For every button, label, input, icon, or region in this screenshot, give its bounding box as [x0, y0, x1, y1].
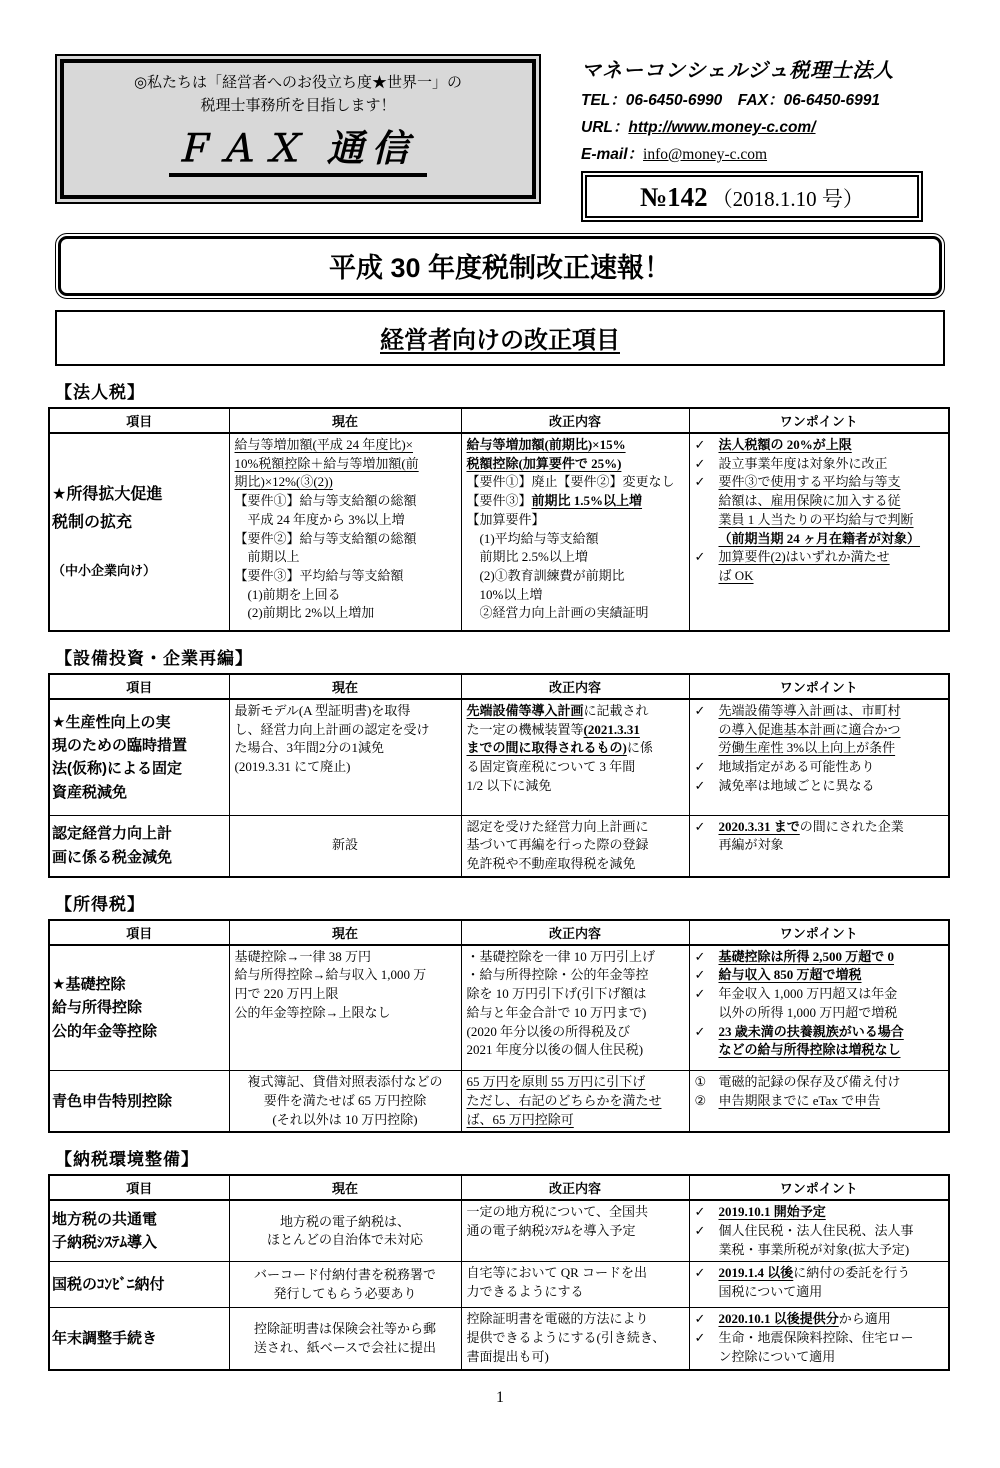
table-header-row — [49, 920, 949, 945]
section-label-capex-restructuring: 【設備投資・企業再編】 — [55, 649, 253, 668]
cell-present: バーコード付納付書を税務署で 発行してもらう必要あり — [229, 1262, 461, 1308]
url-label: URL： — [581, 119, 629, 136]
email-line — [581, 142, 945, 164]
table-row — [49, 815, 949, 877]
issue-date: （2018.1.10 号） — [711, 187, 864, 211]
cell-present: 地方税の電子納税は、 ほとんどの自治体で未対応 — [229, 1200, 461, 1262]
table-income-tax — [48, 919, 950, 1134]
col-header-present: 現在 — [229, 1175, 461, 1200]
table-header-row — [49, 674, 949, 699]
col-header-present: 現在 — [229, 920, 461, 945]
cell-present: 給与等増加額(平成 24 年度比)× 10%税額控除＋給与等増加額(前 期比)×12%(③(2)) 【要件①】給与等支給額の総額 平成 24 年度から 3%以上増 【要件②】給与等支給額の総額 前期以上 【要件③】平均給与等支給額 (1)前期を上回る (2)前期比 2%以上増加 — [229, 433, 461, 631]
slogan-line2: 税理士事務所を目指します！ — [200, 97, 396, 114]
cell-onepoint: ✓ 2019.1.4 以後に納付の委託を行う 国税について適用 — [689, 1262, 949, 1308]
page-header — [55, 54, 945, 222]
col-header-item: 項目 — [49, 1175, 229, 1200]
cell-present: 控除証明書は保険会社等から郵 送され、紙ベースで会社に提出 — [229, 1308, 461, 1370]
issue-number-inner — [585, 175, 919, 218]
table-tax-environment — [48, 1174, 950, 1371]
col-header-onepoint: ワンポイント — [689, 920, 949, 945]
page-number: 1 — [496, 1388, 504, 1406]
issue-number-box — [581, 171, 923, 222]
cell-revision: ・基礎控除を一律 10 万円引上げ ・給与所得控除・公的年金等控 除を 10 万円引下げ(引下げ額は 給与と年金合計で 10 万円まで) (2020 年分以後の所得税及び 2021 年度分以後の個人住民税) — [461, 945, 689, 1071]
fax-banner-box — [55, 54, 541, 204]
table-row — [49, 1262, 949, 1308]
cell-onepoint: ✓ 2020.3.31 までの間にされた企業 再編が対象 — [689, 815, 949, 877]
col-header-revision: 改正内容 — [461, 1175, 689, 1200]
cell-item: ★所得拡大促進 税制の拡充 （中小企業向け） — [49, 433, 229, 631]
col-header-onepoint: ワンポイント — [689, 674, 949, 699]
company-name: マネーコンシェルジュ税理士法人 — [581, 60, 895, 82]
cell-present: 新設 — [229, 815, 461, 877]
section-label-tax-environment: 【納税環境整備】 — [55, 1150, 199, 1170]
section-label-income-tax: 【所得税】 — [55, 894, 145, 914]
cell-onepoint: ✓ 基礎控除は所得 2,500 万超で 0 ✓ 給与収入 850 万超で増税 ✓ 年金収入 1,000 万円超又は年金 以外の所得 1,000 万円超で増税 ✓ 23 歳未満の扶養親族がいる場合 などの給与所得控除は増税なし — [689, 945, 949, 1071]
cell-onepoint: ✓ 先端設備等導入計画は、市町村 の導入促進基本計画に適合かつ 労働生産性 3%以上向上が条件 ✓ 地域指定がある可能性あり ✓ 減免率は地域ごとに異なる — [689, 699, 949, 815]
sub-title: 経営者向けの改正項目 — [380, 327, 620, 354]
cell-onepoint: ✓ 2020.10.1 以後提供分から適用 ✓ 生命・地震保険料控除、住宅ロー ン控除について適用 — [689, 1308, 949, 1370]
main-title: 平成 30 年度税制改正速報！ — [328, 253, 672, 283]
cell-item: 年末調整手続き — [49, 1308, 229, 1370]
contact-block — [581, 54, 945, 222]
cell-revision: 65 万円を原則 55 万円に引下げ ただし、右記のどちらかを満たせ ば、65 万円控除可 — [461, 1071, 689, 1133]
cell-revision: 控除証明書を電磁的方法により 提供できるようにする(引き続き、 書面提出も可) — [461, 1308, 689, 1370]
cell-item: ★生産性向上の実 現のための臨時措置 法(仮称)による固定 資産税減免 — [49, 699, 229, 815]
table-row — [49, 945, 949, 1071]
website-link[interactable]: http://www.money-c.com/ — [628, 119, 816, 136]
col-header-revision: 改正内容 — [461, 408, 689, 433]
sub-title-box — [55, 310, 945, 366]
table-header-row — [49, 1175, 949, 1200]
cell-item: 認定経営力向上計 画に係る税金減免 — [49, 815, 229, 877]
col-header-revision: 改正内容 — [461, 674, 689, 699]
tel-fax-line: TEL：06-6450-6990 FAX：06-6450-6991 — [581, 92, 880, 109]
cell-present: 複式簿記、貸借対照表添付などの 要件を満たせば 65 万円控除 (それ以外は 10 万円控除) — [229, 1071, 461, 1133]
cell-present: 基礎控除→一律 38 万円 給与所得控除→給与収入 1,000 万 円で 220 万円上限 公的年金等控除→上限なし — [229, 945, 461, 1071]
cell-revision: 給与等増加額(前期比)×15% 税額控除(加算要件で 25%) 【要件①】廃止【要件②】変更なし 【要件③】前期比 1.5%以上増 【加算要件】 (1)平均給与等支給額 前期比 2.5%以上増 (2)①教育訓練費が前期比 10%以上増 ②経営力向上計画の実績証明 — [461, 433, 689, 631]
table-row — [49, 699, 949, 815]
cell-item: 国税のｺﾝﾋﾞﾆ納付 — [49, 1262, 229, 1308]
cell-present: 最新モデル(A 型証明書)を取得 し、経営力向上計画の認定を受け た場合、3年間2分の1減免 (2019.3.31 にて廃止) — [229, 699, 461, 815]
section-label-corporate-tax: 【法人税】 — [55, 383, 145, 402]
table-row — [49, 1071, 949, 1133]
col-header-onepoint: ワンポイント — [689, 1175, 949, 1200]
fax-banner-inner — [60, 59, 536, 199]
cell-revision: 認定を受けた経営力向上計画に 基づいて再編を行った際の登録 免許税や不動産取得税を減免 — [461, 815, 689, 877]
cell-item: 青色申告特別控除 — [49, 1071, 229, 1133]
cell-revision: 一定の地方税について、全国共 通の電子納税ｼｽﾃﾑを導入予定 — [461, 1200, 689, 1262]
table-row — [49, 1308, 949, 1370]
cell-onepoint: ① 電磁的記録の保存及び備え付け ② 申告期限までに eTax で申告 — [689, 1071, 949, 1133]
main-title-box — [55, 233, 945, 299]
cell-revision: 先端設備等導入計画に記載され た一定の機械装置等(2021.3.31 までの間に取得されるもの)に係 る固定資産税について 3 年間 1/2 以下に減免 — [461, 699, 689, 815]
main-title-inner — [58, 236, 942, 296]
col-header-revision: 改正内容 — [461, 920, 689, 945]
col-header-item: 項目 — [49, 920, 229, 945]
table-corporate-tax — [48, 407, 950, 632]
cell-revision: 自宅等において QR コードを出 力できるようにする — [461, 1262, 689, 1308]
table-row — [49, 1200, 949, 1262]
table-row — [49, 433, 949, 631]
table-header-row — [49, 408, 949, 433]
col-header-onepoint: ワンポイント — [689, 408, 949, 433]
col-header-present: 現在 — [229, 674, 461, 699]
table-capex-restructuring — [48, 673, 950, 878]
col-header-item: 項目 — [49, 674, 229, 699]
slogan-line1: ◎私たちは「経営者へのお役立ち度★世界一」の — [133, 75, 463, 91]
url-line — [581, 115, 945, 137]
cell-item: 地方税の共通電 子納税ｼｽﾃﾑ導入 — [49, 1200, 229, 1262]
issue-number: №142 — [640, 182, 708, 212]
cell-item: ★基礎控除 給与所得控除 公的年金等控除 — [49, 945, 229, 1071]
email-link[interactable]: info@money-c.com — [643, 146, 768, 163]
col-header-item: 項目 — [49, 408, 229, 433]
col-header-present: 現在 — [229, 408, 461, 433]
email-label: E-mail： — [581, 146, 644, 163]
cell-onepoint: ✓ 法人税額の 20%が上限 ✓ 設立事業年度は対象外に改正 ✓ 要件③で使用する平均給与等支 給額は、雇用保険に加入する従 業員 1 人当たりの平均給与で判断 （前期当期 24 ヶ月在籍者が対象） ✓ 加算要件(2)はいずれか満たせ ば OK — [689, 433, 949, 631]
cell-onepoint: ✓ 2019.10.1 開始予定 ✓ 個人住民税・法人住民税、法人事 業税・事業所税が対象(拡大予定) — [689, 1200, 949, 1262]
fax-newsletter-title: ＦＡＸ 通信 — [169, 129, 426, 177]
